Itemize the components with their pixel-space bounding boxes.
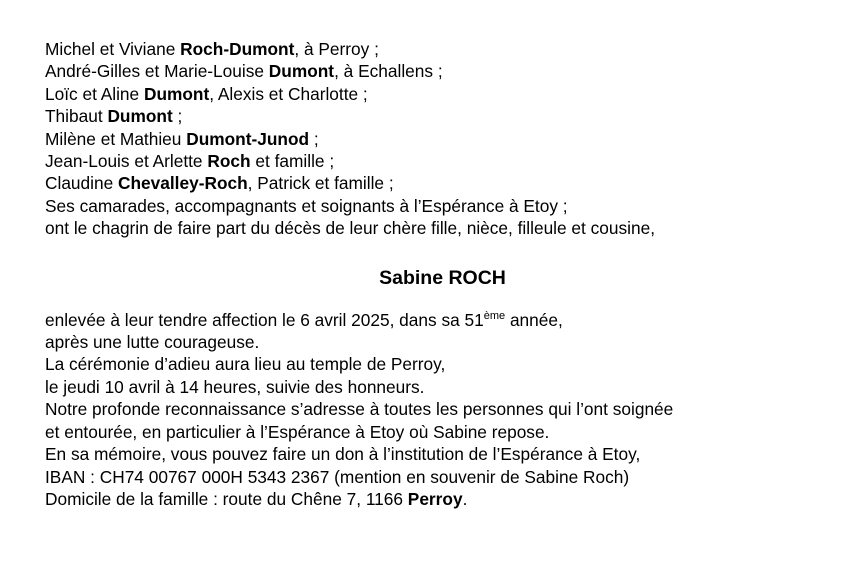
family-location: ; <box>309 128 319 149</box>
family-location: et famille ; <box>250 151 335 172</box>
body-text: enlevée à leur tendre affection le 6 avril 2025, dans sa 51 <box>45 309 484 330</box>
family-location: , Alexis et Charlotte ; <box>209 83 368 104</box>
address-town: Perroy <box>407 488 463 509</box>
address-text: Domicile de la famille : route du Chêne 7, 1166 <box>45 488 408 509</box>
family-surname: Dumont <box>143 83 210 104</box>
deceased-name: Sabine ROCH <box>379 266 506 289</box>
family-surname: Roch-Dumont <box>180 39 295 59</box>
family-location: , à Perroy ; <box>294 39 379 59</box>
family-location: ; <box>172 106 183 127</box>
family-surname: Chevalley-Roch <box>118 173 248 194</box>
family-names: André-Gilles et Marie-Louise <box>45 61 269 82</box>
spacer <box>45 290 845 309</box>
family-names: Jean-Louis et Arlette <box>45 151 208 172</box>
family-names: Claudine <box>45 173 119 194</box>
body-line: La cérémonie d’adieu aura lieu au temple de Perroy, <box>45 354 446 375</box>
body-line: et entourée, en particulier à l’Espérance à Etoy où Sabine repose. <box>45 421 550 442</box>
family-names: Michel et Viviane <box>45 39 181 59</box>
family-line <box>45 38 845 60</box>
companions-line: Ses camarades, accompagnants et soignants à l’Espérance à Etoy ; <box>45 195 568 216</box>
body-line: après une lutte courageuse. <box>45 332 260 353</box>
family-line <box>45 60 845 82</box>
announcement-line: ont le chagrin de faire part du décès de leur chère fille, nièce, filleule et cousine, <box>45 218 656 239</box>
obituary-notice <box>45 38 845 510</box>
family-names: Loïc et Aline <box>45 83 144 104</box>
family-names: Milène et Mathieu <box>45 128 187 149</box>
family-location: , à Echallens ; <box>334 61 443 82</box>
family-surname: Dumont <box>268 61 335 82</box>
family-surname: Roch <box>207 151 251 172</box>
spacer <box>45 240 845 263</box>
family-line <box>45 172 845 194</box>
address-line <box>45 488 845 510</box>
body-line: le jeudi 10 avril à 14 heures, suivie des honneurs. <box>45 376 425 397</box>
family-surname: Dumont-Junod <box>186 128 310 149</box>
body-line <box>45 309 845 331</box>
family-location: , Patrick et famille ; <box>247 173 394 194</box>
iban-line: IBAN : CH74 00767 000H 5343 2367 (mention en souvenir de Sabine Roch) <box>45 466 630 487</box>
body-text: année, <box>505 309 563 330</box>
family-line <box>45 83 845 105</box>
family-line <box>45 150 845 172</box>
family-surname: Dumont <box>107 106 173 127</box>
body-line: En sa mémoire, vous pouvez faire un don à l’institution de l’Espérance à Etoy, <box>45 444 641 465</box>
address-end: . <box>462 488 468 509</box>
family-line <box>45 128 845 150</box>
family-names: Thibaut <box>45 106 108 127</box>
family-line <box>45 105 845 127</box>
body-line: Notre profonde reconnaissance s’adresse à toutes les personnes qui l’ont soignée <box>45 399 674 420</box>
ordinal-superscript: ème <box>483 309 506 322</box>
